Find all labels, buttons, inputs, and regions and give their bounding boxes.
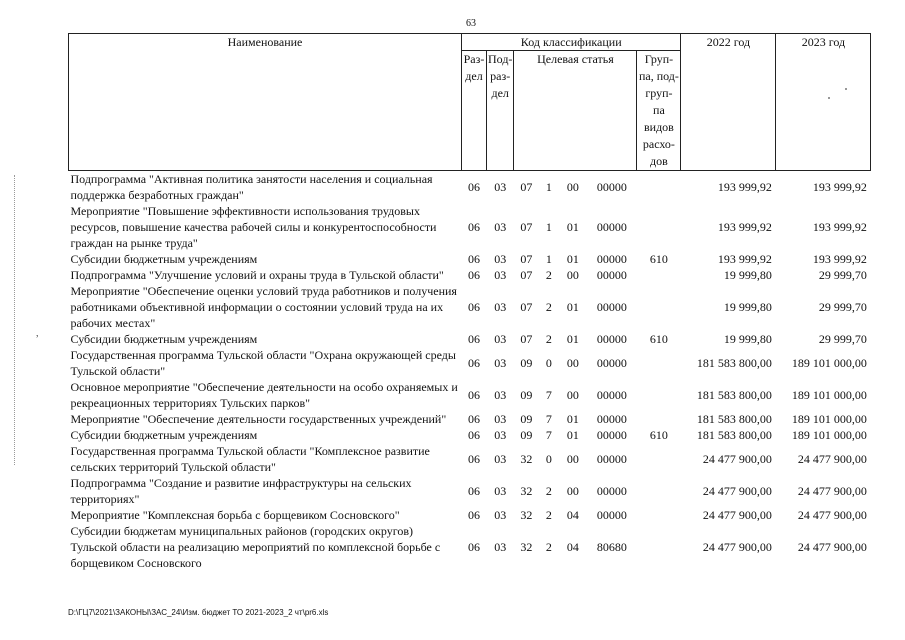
row-program-code: 09	[520, 356, 533, 370]
row-subprogram-code: 2	[545, 484, 552, 498]
row-subprogram-code: 1	[545, 252, 552, 266]
row-amount-2022: 193 999,92	[717, 180, 772, 194]
row-subsection: 03	[494, 412, 507, 426]
row-amount-2022: 24 477 900,00	[702, 484, 772, 498]
row-subsection: 03	[494, 300, 507, 314]
row-subprogram-code: 2	[545, 508, 552, 522]
row-expense-group	[637, 411, 681, 427]
row-amount-2023: 189 101 000,00	[791, 356, 867, 370]
row-subprogram-code: 2	[545, 300, 552, 314]
header-target-article: Целевая статья	[514, 51, 637, 171]
row-section: 06	[468, 540, 480, 554]
row-amount-2023: 29 999,70	[818, 300, 867, 314]
row-name: Основное мероприятие "Обеспечение деятельности на особо охраняемых и рекреационных территориях Тульских парков"	[70, 380, 458, 410]
row-direction-code: 00000	[596, 220, 627, 234]
row-activity-code: 00	[566, 484, 579, 498]
row-amount-2022: 24 477 900,00	[702, 452, 772, 466]
row-activity-code: 04	[566, 508, 579, 522]
row-direction-code: 00000	[596, 356, 627, 370]
row-name: Подпрограмма "Улучшение условий и охраны труда в Тульской области"	[70, 268, 444, 282]
row-subprogram-code: 2	[545, 540, 552, 554]
row-program-code: 07	[520, 300, 533, 314]
row-amount-2022: 181 583 800,00	[696, 356, 772, 370]
row-amount-2022: 19 999,80	[723, 300, 772, 314]
table-body	[69, 171, 871, 572]
row-name: Подпрограмма "Активная политика занятости населения и социальная поддержка безработных граждан"	[70, 172, 433, 202]
row-activity-code: 01	[566, 332, 579, 346]
row-subsection: 03	[494, 332, 507, 346]
row-direction-code: 00000	[596, 388, 627, 402]
row-name: Субсидии бюджетным учреждениям	[70, 428, 258, 442]
row-direction-code: 00000	[596, 268, 627, 282]
header-year-2023: 2023 год	[776, 34, 871, 171]
table-row	[69, 347, 871, 379]
row-expense-group: 610	[649, 332, 668, 346]
row-amount-2022: 193 999,92	[717, 220, 772, 234]
budget-table	[68, 33, 871, 571]
row-expense-group	[637, 283, 681, 331]
row-direction-code: 00000	[596, 180, 627, 194]
row-name: Субсидии бюджетам муниципальных районов (городских округов) Тульской области на реализацию мероприятий по комплексной борьбе с борщевиком Сосновского	[70, 524, 441, 570]
row-subprogram-code: 2	[545, 332, 552, 346]
row-name: Государственная программа Тульской области "Охрана окружающей среды Тульской области"	[70, 348, 456, 378]
row-name: Мероприятие "Повышение эффективности использования трудовых ресурсов, повышение качества рабочей силы и конкурентоспособности граждан на рынке труда"	[70, 204, 437, 250]
row-subsection: 03	[494, 388, 507, 402]
row-amount-2023: 24 477 900,00	[797, 540, 867, 554]
row-program-code: 32	[520, 540, 533, 554]
row-section: 06	[468, 388, 480, 402]
row-expense-group	[637, 475, 681, 507]
row-amount-2022: 24 477 900,00	[702, 540, 772, 554]
row-direction-code: 00000	[596, 252, 627, 266]
row-expense-group	[637, 379, 681, 411]
row-expense-group	[637, 507, 681, 523]
row-activity-code: 01	[566, 252, 579, 266]
row-subprogram-code: 7	[545, 428, 552, 442]
row-amount-2023: 24 477 900,00	[797, 484, 867, 498]
row-expense-group	[637, 443, 681, 475]
scan-margin-dots	[14, 175, 19, 465]
row-subprogram-code: 1	[545, 220, 552, 234]
row-expense-group	[637, 203, 681, 251]
row-program-code: 32	[520, 484, 533, 498]
row-amount-2022: 193 999,92	[717, 252, 772, 266]
row-expense-group	[637, 347, 681, 379]
row-direction-code: 00000	[596, 452, 627, 466]
row-amount-2022: 181 583 800,00	[696, 388, 772, 402]
row-expense-group	[637, 171, 681, 204]
row-section: 06	[468, 252, 480, 266]
row-section: 06	[468, 332, 480, 346]
row-name: Мероприятие "Обеспечение оценки условий труда работников и получения работниками объективной информации о состоянии условий труда на их рабочих местах"	[70, 284, 457, 330]
row-activity-code: 00	[566, 180, 579, 194]
row-amount-2023: 24 477 900,00	[797, 452, 867, 466]
row-expense-group: 610	[649, 252, 668, 266]
row-expense-group	[637, 267, 681, 283]
row-section: 06	[468, 452, 480, 466]
row-program-code: 32	[520, 452, 533, 466]
row-program-code: 07	[520, 180, 533, 194]
row-program-code: 09	[520, 428, 533, 442]
row-subsection: 03	[494, 180, 507, 194]
row-amount-2023: 189 101 000,00	[791, 428, 867, 442]
row-program-code: 09	[520, 412, 533, 426]
row-section: 06	[468, 412, 480, 426]
table-row	[69, 171, 871, 204]
row-amount-2022: 181 583 800,00	[696, 428, 772, 442]
row-expense-group	[637, 523, 681, 571]
row-program-code: 09	[520, 388, 533, 402]
row-activity-code: 01	[566, 428, 579, 442]
row-subsection: 03	[494, 452, 507, 466]
row-amount-2023: 193 999,92	[812, 180, 867, 194]
row-program-code: 32	[520, 508, 533, 522]
row-section: 06	[468, 268, 480, 282]
footer-file-path: D:\ГЦ7\2021\ЗАКОНЫ\ЗАС_24\Изм. бюджет ТО 2021-2023_2 чт\pr6.xls	[68, 608, 329, 617]
row-section: 06	[468, 220, 480, 234]
row-activity-code: 01	[566, 220, 579, 234]
row-direction-code: 00000	[596, 508, 627, 522]
row-amount-2023: 29 999,70	[818, 268, 867, 282]
table-row	[69, 203, 871, 251]
table-row	[69, 411, 871, 427]
row-program-code: 07	[520, 268, 533, 282]
header-year-2022: 2022 год	[681, 34, 776, 171]
header-section: Раз- дел	[462, 51, 487, 171]
row-subsection: 03	[494, 540, 507, 554]
header-name: Наименование	[69, 34, 462, 171]
row-amount-2023: 193 999,92	[812, 220, 867, 234]
row-subsection: 03	[494, 428, 507, 442]
row-direction-code: 00000	[596, 332, 627, 346]
row-direction-code: 00000	[596, 300, 627, 314]
table-row	[69, 475, 871, 507]
row-subprogram-code: 0	[545, 356, 552, 370]
row-section: 06	[468, 356, 480, 370]
row-subprogram-code: 1	[545, 180, 552, 194]
row-amount-2023: 189 101 000,00	[791, 388, 867, 402]
row-amount-2023: 24 477 900,00	[797, 508, 867, 522]
table-row	[69, 379, 871, 411]
row-direction-code: 00000	[596, 412, 627, 426]
row-activity-code: 00	[566, 356, 579, 370]
row-direction-code: 00000	[596, 484, 627, 498]
row-activity-code: 01	[566, 412, 579, 426]
row-amount-2022: 19 999,80	[723, 332, 772, 346]
row-subprogram-code: 7	[545, 388, 552, 402]
scan-margin-mark: ,	[36, 328, 39, 339]
row-subsection: 03	[494, 220, 507, 234]
table-row	[69, 443, 871, 475]
row-name: Государственная программа Тульской области "Комплексное развитие сельских территорий Тульской области"	[70, 444, 430, 474]
row-amount-2023: 189 101 000,00	[791, 412, 867, 426]
row-subsection: 03	[494, 356, 507, 370]
row-subsection: 03	[494, 268, 507, 282]
row-program-code: 07	[520, 252, 533, 266]
row-subsection: 03	[494, 508, 507, 522]
row-amount-2023: 29 999,70	[818, 332, 867, 346]
table-row	[69, 507, 871, 523]
table-row	[69, 523, 871, 571]
row-name: Подпрограмма "Создание и развитие инфраструктуры на сельских территориях"	[70, 476, 412, 506]
row-name: Субсидии бюджетным учреждениям	[70, 252, 258, 266]
table-row	[69, 331, 871, 347]
table-row	[69, 251, 871, 267]
row-expense-group: 610	[649, 428, 668, 442]
row-subsection: 03	[494, 252, 507, 266]
row-amount-2023: 193 999,92	[812, 252, 867, 266]
row-activity-code: 00	[566, 268, 579, 282]
table-row	[69, 427, 871, 443]
header-classification: Код классификации	[462, 34, 681, 51]
row-direction-code: 00000	[596, 428, 627, 442]
table-row	[69, 267, 871, 283]
row-name: Мероприятие "Комплексная борьба с борщевиком Сосновского"	[70, 508, 400, 522]
row-amount-2022: 19 999,80	[723, 268, 772, 282]
row-subsection: 03	[494, 484, 507, 498]
row-name: Субсидии бюджетным учреждениям	[70, 332, 258, 346]
row-subprogram-code: 2	[545, 268, 552, 282]
row-name: Мероприятие "Обеспечение деятельности государственных учреждений"	[70, 412, 447, 426]
row-subprogram-code: 0	[545, 452, 552, 466]
row-activity-code: 00	[566, 452, 579, 466]
row-activity-code: 01	[566, 300, 579, 314]
row-activity-code: 04	[566, 540, 579, 554]
row-program-code: 07	[520, 220, 533, 234]
header-subsection: Под- раз- дел	[487, 51, 514, 171]
row-amount-2022: 24 477 900,00	[702, 508, 772, 522]
row-subprogram-code: 7	[545, 412, 552, 426]
header-expense-group: Груп- па, под- груп- па видов расхо- дов	[637, 51, 681, 171]
row-section: 06	[468, 484, 480, 498]
table-row	[69, 283, 871, 331]
row-activity-code: 00	[566, 388, 579, 402]
row-section: 06	[468, 428, 480, 442]
page-number: 63	[466, 18, 476, 29]
row-amount-2022: 181 583 800,00	[696, 412, 772, 426]
row-program-code: 07	[520, 332, 533, 346]
row-section: 06	[468, 300, 480, 314]
row-section: 06	[468, 508, 480, 522]
row-direction-code: 80680	[596, 540, 627, 554]
row-section: 06	[468, 180, 480, 194]
